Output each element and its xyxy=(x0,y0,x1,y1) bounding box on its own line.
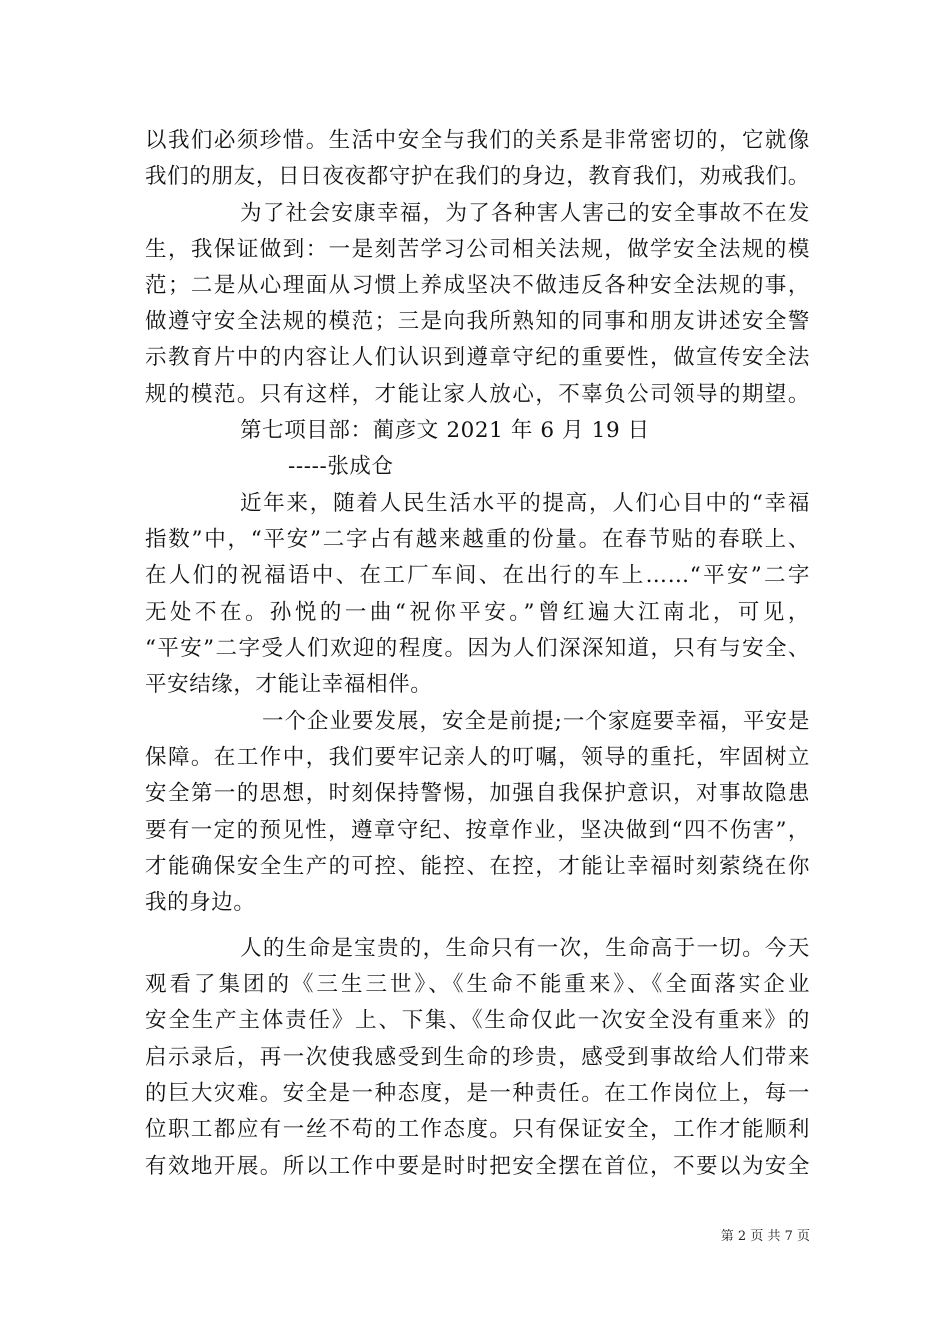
text-line: 规的模范。只有这样，才能让家人放心，不辜负公司领导的期望。 xyxy=(145,382,810,407)
text-line: 以我们必须珍惜。生活中安全与我们的关系是非常密切的，它就像 xyxy=(145,128,810,153)
author-name: -----张成仓 xyxy=(288,454,394,479)
text-line: 的巨大灾难。安全是一种态度，是一种责任。在工作岗位上，每一 xyxy=(145,1081,810,1106)
paragraph-start-line: 近年来，随着人民生活水平的提高，人们心目中的“幸福 xyxy=(240,491,810,516)
text-line: 做遵守安全法规的模范；三是向我所熟知的同事和朋友讲述安全警 xyxy=(145,309,810,334)
signature-department-date: 第七项目部：蔺彦文 2021 年 6 月 19 日 xyxy=(240,418,650,443)
text-line: 无处不在。孙悦的一曲“祝你平安。”曾红遍大江南北，可见， xyxy=(145,600,810,625)
text-line: 我们的朋友，日日夜夜都守护在我们的身边，教育我们，劝戒我们。 xyxy=(145,164,810,189)
text-line: 启示录后，再一次使我感受到生命的珍贵，感受到事故给人们带来 xyxy=(145,1045,810,1070)
text-line: 有效地开展。所以工作中要是时时把安全摆在首位，不要以为安全 xyxy=(145,1154,810,1179)
text-line: 保障。在工作中，我们要牢记亲人的叮嘱，领导的重托，牢固树立 xyxy=(145,745,810,770)
text-line: 才能确保安全生产的可控、能控、在控，才能让幸福时刻萦绕在你 xyxy=(145,854,810,879)
text-line: 在人们的祝福语中、在工厂车间、在出行的车上……“平安”二字 xyxy=(145,563,810,588)
text-line: 观看了集团的《三生三世》、《生命不能重来》、《全面落实企业 xyxy=(145,972,810,997)
text-line: 我的身边。 xyxy=(145,890,256,915)
text-line: 生，我保证做到：一是刻苦学习公司相关法规，做学安全法规的模 xyxy=(145,237,810,262)
paragraph-start-line: 一个企业要发展，安全是前提;一个家庭要幸福，平安是 xyxy=(262,709,810,734)
text-line: 平安结缘，才能让幸福相伴。 xyxy=(145,672,433,697)
text-line: 示教育片中的内容让人们认识到遵章守纪的重要性，做宣传安全法 xyxy=(145,345,810,370)
text-line: 要有一定的预见性，遵章守纪、按章作业，坚决做到“四不伤害”， xyxy=(145,818,810,843)
paragraph-start-line: 为了社会安康幸福，为了各种害人害己的安全事故不在发 xyxy=(240,201,810,226)
paragraph-start-line: 人的生命是宝贵的，生命只有一次，生命高于一切。今天 xyxy=(240,936,810,961)
text-line: 指数”中，“平安”二字占有越来越重的份量。在春节贴的春联上、 xyxy=(145,527,810,552)
text-line: 范；二是从心理面从习惯上养成坚决不做违反各种安全法规的事， xyxy=(145,273,810,298)
text-line: “平安”二字受人们欢迎的程度。因为人们深深知道，只有与安全、 xyxy=(145,636,810,661)
text-line: 位职工都应有一丝不苟的工作态度。只有保证安全，工作才能顺利 xyxy=(145,1117,810,1142)
page-number-footer: 第 2 页 共 7 页 xyxy=(720,1229,810,1244)
text-line: 安全生产主体责任》上、下集、《生命仅此一次安全没有重来》的 xyxy=(145,1008,810,1033)
text-line: 安全第一的思想，时刻保持警惕，加强自我保护意识，对事故隐患 xyxy=(145,781,810,806)
